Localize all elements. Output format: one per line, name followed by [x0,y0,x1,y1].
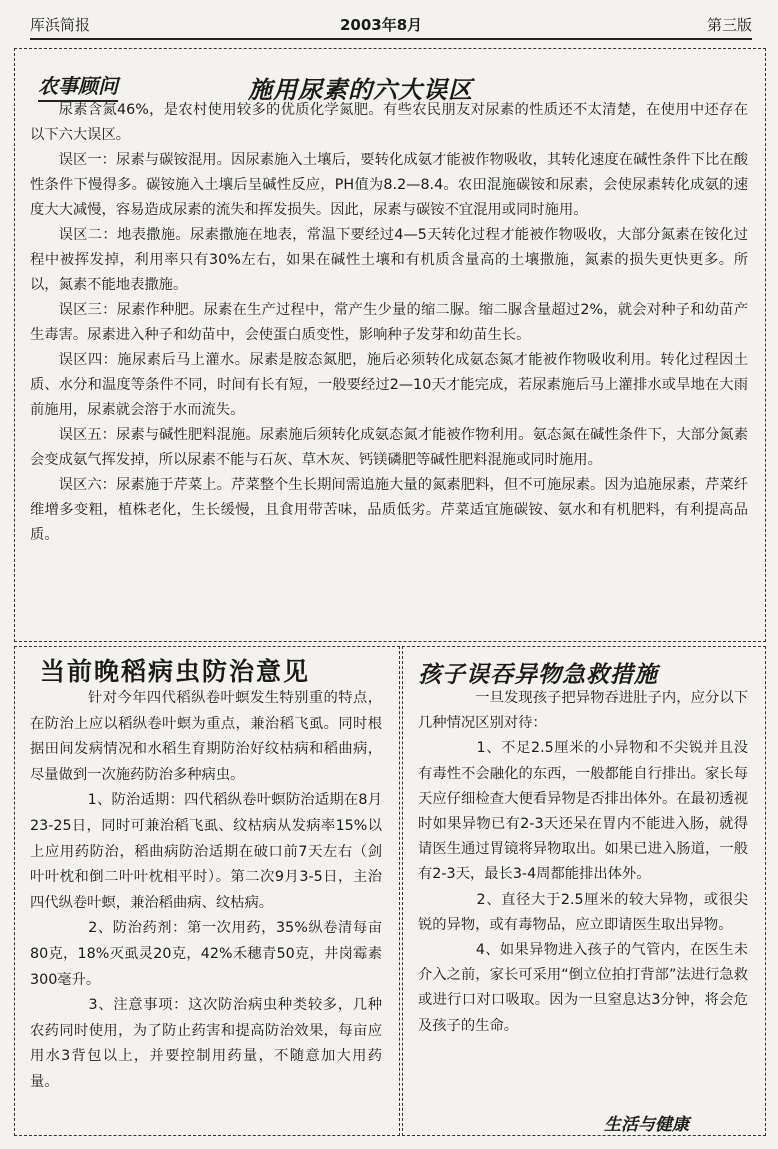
paragraph: 误区二：地表撒施。尿素撒施在地表，常温下要经过4—5天转化过程才能被作物吸收，大部分氮素在铵化过程中被挥发掉，利用率只有30%左右，如果在碱性土壤和有机质含量高的土壤撒施，氮素的损失更快更多。所以，氮素不能地表撒施。 [30,227,748,293]
paragraph: 2、防治药剂：第一次用药，35%纵卷清每亩80克，18%灭虱灵20克，42%禾穗青50克，井岗霉素300毫升。 [30,920,382,988]
page-number: 第三版 [706,16,752,34]
masthead [30,8,752,40]
paragraph: 误区六：尿素施于芹菜上。芹菜整个生长期间需追施大量的氮素肥料，但不可施尿素。因为追施尿素，芹菜纤维增多变粗，植株老化，生长缓慢，且食用带苦味，品质低劣。芹菜适宜施碳铵、氨水和有机肥料，有利提高品质。 [30,477,748,543]
paragraph: 3、注意事项：这次防治病虫种类较多，几种农药同时使用，为了防止药害和提高防治效果，每亩应用水3背包以上，并要控制用药量，不随意加大用药量。 [30,997,382,1090]
paragraph: 误区四：施尿素后马上灌水。尿素是胺态氮肥，施后必须转化成氨态氮才能被作物吸收利用。转化过程因土质、水分和温度等条件不同，时间有长有短，一般要经过2—10天才能完成，若尿素施后马上灌排水或旱地在大雨前施用，尿素就会溶于水而流失。 [30,352,748,418]
section-tag: 生活与健康 [604,1115,689,1135]
paragraph: 误区三：尿素作种肥。尿素在生产过程中，常产生少量的缩二脲。缩二脲含量超过2%，就会对种子和幼苗产生毒害。尿素进入种子和幼苗中，会使蛋白质变性，影响种子发芽和幼苗生长。 [30,302,748,343]
newspaper-name: 厍浜简报 [30,16,91,34]
paragraph: 针对今年四代稻纵卷叶螟发生特别重的特点，在防治上应以稻纵卷叶螟为重点，兼治稻飞虱。同时根据田间发病情况和水稻生育期防治好纹枯病和稻曲病，尽量做到一次施药防治多种病虫。 [30,690,382,783]
headline-child: 孩子误吞异物急救措施 [418,661,658,688]
paragraph: 2、直径大于2.5厘米的较大异物，或很尖锐的异物，或有毒物品，应立即请医生取出异物。 [418,891,748,933]
paragraph: 尿素含氮46%，是农村使用较多的优质化学氮肥。有些农民朋友对尿素的性质还不太清楚，在使用中还存在以下六大误区。 [30,102,748,143]
paragraph: 一旦发现孩子把异物吞进肚子内，应分以下几种情况区别对待： [418,690,748,732]
headline-urea: 施用尿素的六大误区 [248,75,473,104]
article-rice-body [30,686,382,1096]
column-tag: 农事顾问 [38,70,118,102]
paragraph: 误区五：尿素与碱性肥料混施。尿素施后须转化成氨态氮才能被作物利用。氨态氮在碱性条件下，大部分氮素会变成氨气挥发掉，所以尿素不能与石灰、草木灰、钙镁磷肥等碱性肥料混施或同时施用。 [30,427,748,468]
issue-date: 2003年8月 [340,16,423,34]
article-child-body [418,686,748,1039]
article-urea-body [30,98,748,548]
headline-rice: 当前晚稻病虫防治意见 [40,657,311,686]
paragraph: 4、如果异物进入孩子的气管内，在医生未介入之前，家长可采用“倒立位拍打背部”法进行急救或进行口对口吸取。因为一旦窒息达3分钟，将会危及孩子的生命。 [418,942,748,1034]
paragraph: 误区一：尿素与碳铵混用。因尿素施入土壤后，要转化成氨才能被作物吸收，其转化速度在碱性条件下比在酸性条件下慢得多。碳铵施入土壤后呈碱性反应，PH值为8.2—8.4。农田混施碳铵和尿素，会使尿素转化成氨的速度大大减慢，容易造成尿素的流失和挥发损失。因此，尿素与碳铵不宜混用或同时施用。 [30,152,748,218]
paragraph: 1、防治适期：四代稻纵卷叶螟防治适期在8月23-25日，同时可兼治稻飞虱、纹枯病从发病率15%以上应用药防治，稻曲病防治适期在破口前7天左右（剑叶叶枕和倒二叶叶枕相平时）。第二次9月3-5日，主治四代纵卷叶螟，兼治稻曲病、纹枯病。 [30,792,382,911]
paragraph: 1、不足2.5厘米的小异物和不尖锐并且没有毒性不会融化的东西，一般都能自行排出。家长每天应仔细检查大便看异物是否排出体外。在最初透视时如果异物已有2-3天还呆在胃内不能进入肠，就得请医生通过胃镜将异物取出。如果已进入肠道，一般有2-3天，最长3-4周都能排出体外。 [418,740,748,883]
